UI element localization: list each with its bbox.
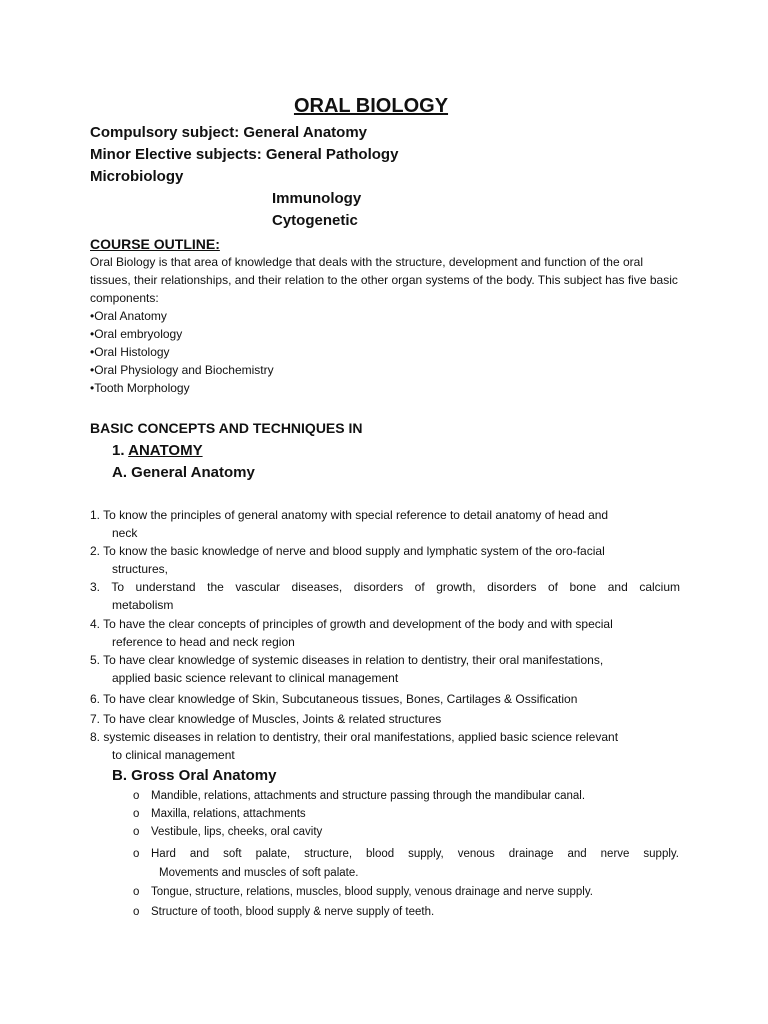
course-outline-intro: Oral Biology is that area of knowledge that deals with the structure, development and function of the oral tissues, their relationships, and their relation to the other organ systems of the body. This subject has five basic components:	[90, 255, 678, 305]
section-anatomy-heading	[112, 442, 203, 459]
objective-item	[90, 506, 680, 542]
objective-line: 7. To have clear knowledge of Muscles, Joints & related structures	[90, 712, 442, 726]
objective-line-continued: reference to head and neck region	[112, 635, 295, 649]
objective-line-continued: to clinical management	[112, 748, 235, 762]
bullet-marker: o	[133, 886, 140, 898]
objective-line: 5. To have clear knowledge of systemic diseases in relation to dentistry, their oral manifestations,	[90, 653, 604, 667]
objective-line: 2. To know the basic knowledge of nerve and blood supply and lymphatic system of the oro-facial	[90, 544, 605, 558]
basic-concepts-heading: BASIC CONCEPTS AND TECHNIQUES IN	[90, 420, 363, 436]
objective-item	[90, 615, 680, 651]
subject-immunology: Immunology	[272, 190, 362, 207]
gross-item	[133, 906, 434, 918]
course-outline-heading: COURSE OUTLINE:	[90, 236, 220, 252]
component-item: •Oral embryology	[90, 327, 183, 341]
general-anatomy-heading: A. General Anatomy	[112, 464, 255, 481]
component-item: •Oral Physiology and Biochemistry	[90, 363, 274, 377]
objective-line: 6. To have clear knowledge of Skin, Subcutaneous tissues, Bones, Cartilages & Ossification	[90, 692, 578, 706]
objective-line: 1. To know the principles of general anatomy with special reference to detail anatomy of head and	[90, 508, 609, 522]
component-item: •Oral Anatomy	[90, 309, 167, 323]
gross-item-text: Structure of tooth, blood supply & nerve supply of teeth.	[151, 906, 435, 918]
compulsory-subject: Compulsory subject: General Anatomy	[90, 124, 368, 141]
bullet-marker: o	[133, 848, 140, 860]
section-number: 1.	[112, 442, 129, 459]
gross-item-text: Tongue, structure, relations, muscles, blood supply, venous drainage and nerve supply.	[151, 886, 593, 898]
bullet-marker: o	[133, 906, 140, 918]
gross-item-text-continued: Movements and muscles of soft palate.	[159, 867, 359, 879]
objective-line: 4. To have the clear concepts of principles of growth and development of the body and with special	[90, 617, 613, 631]
objective-item	[90, 578, 680, 614]
objective-line-continued: structures,	[112, 562, 169, 576]
objective-item	[90, 728, 680, 764]
objective-item	[90, 710, 680, 728]
gross-item	[133, 808, 306, 820]
section-title: ANATOMY	[128, 442, 203, 459]
bullet-marker: o	[133, 808, 140, 820]
gross-item	[133, 845, 683, 883]
gross-item-text: Maxilla, relations, attachments	[151, 808, 306, 820]
gross-item-text: Hard and soft palate, structure, blood supply, venous drainage and nerve supply.	[151, 848, 679, 860]
gross-item	[133, 886, 593, 898]
gross-oral-anatomy-heading: B. Gross Oral Anatomy	[112, 767, 277, 784]
gross-item	[133, 790, 585, 802]
gross-item	[133, 826, 322, 838]
objective-line: 8. systemic diseases in relation to dentistry, their oral manifestations, applied basic science relevant	[90, 730, 619, 744]
objective-line: 3. To understand the vascular diseases, disorders of growth, disorders of bone and calcium	[90, 580, 680, 594]
minor-elective-subjects: Minor Elective subjects: General Pathology	[90, 146, 399, 163]
component-item: •Oral Histology	[90, 345, 170, 359]
objective-item	[90, 542, 680, 578]
gross-item-text: Mandible, relations, attachments and structure passing through the mandibular canal.	[151, 790, 586, 802]
objective-line-continued: applied basic science relevant to clinical management	[112, 671, 399, 685]
objective-line-continued: neck	[112, 526, 138, 540]
objective-item	[90, 690, 680, 708]
gross-item-text: Vestibule, lips, cheeks, oral cavity	[151, 826, 323, 838]
component-item: •Tooth Morphology	[90, 381, 190, 395]
bullet-marker: o	[133, 826, 140, 838]
bullet-marker: o	[133, 790, 140, 802]
objective-item	[90, 651, 680, 687]
subject-cytogenetic: Cytogenetic	[272, 212, 358, 229]
objective-line-continued: metabolism	[112, 598, 174, 612]
page-title: ORAL BIOLOGY	[293, 95, 449, 117]
subject-microbiology: Microbiology	[90, 168, 184, 185]
